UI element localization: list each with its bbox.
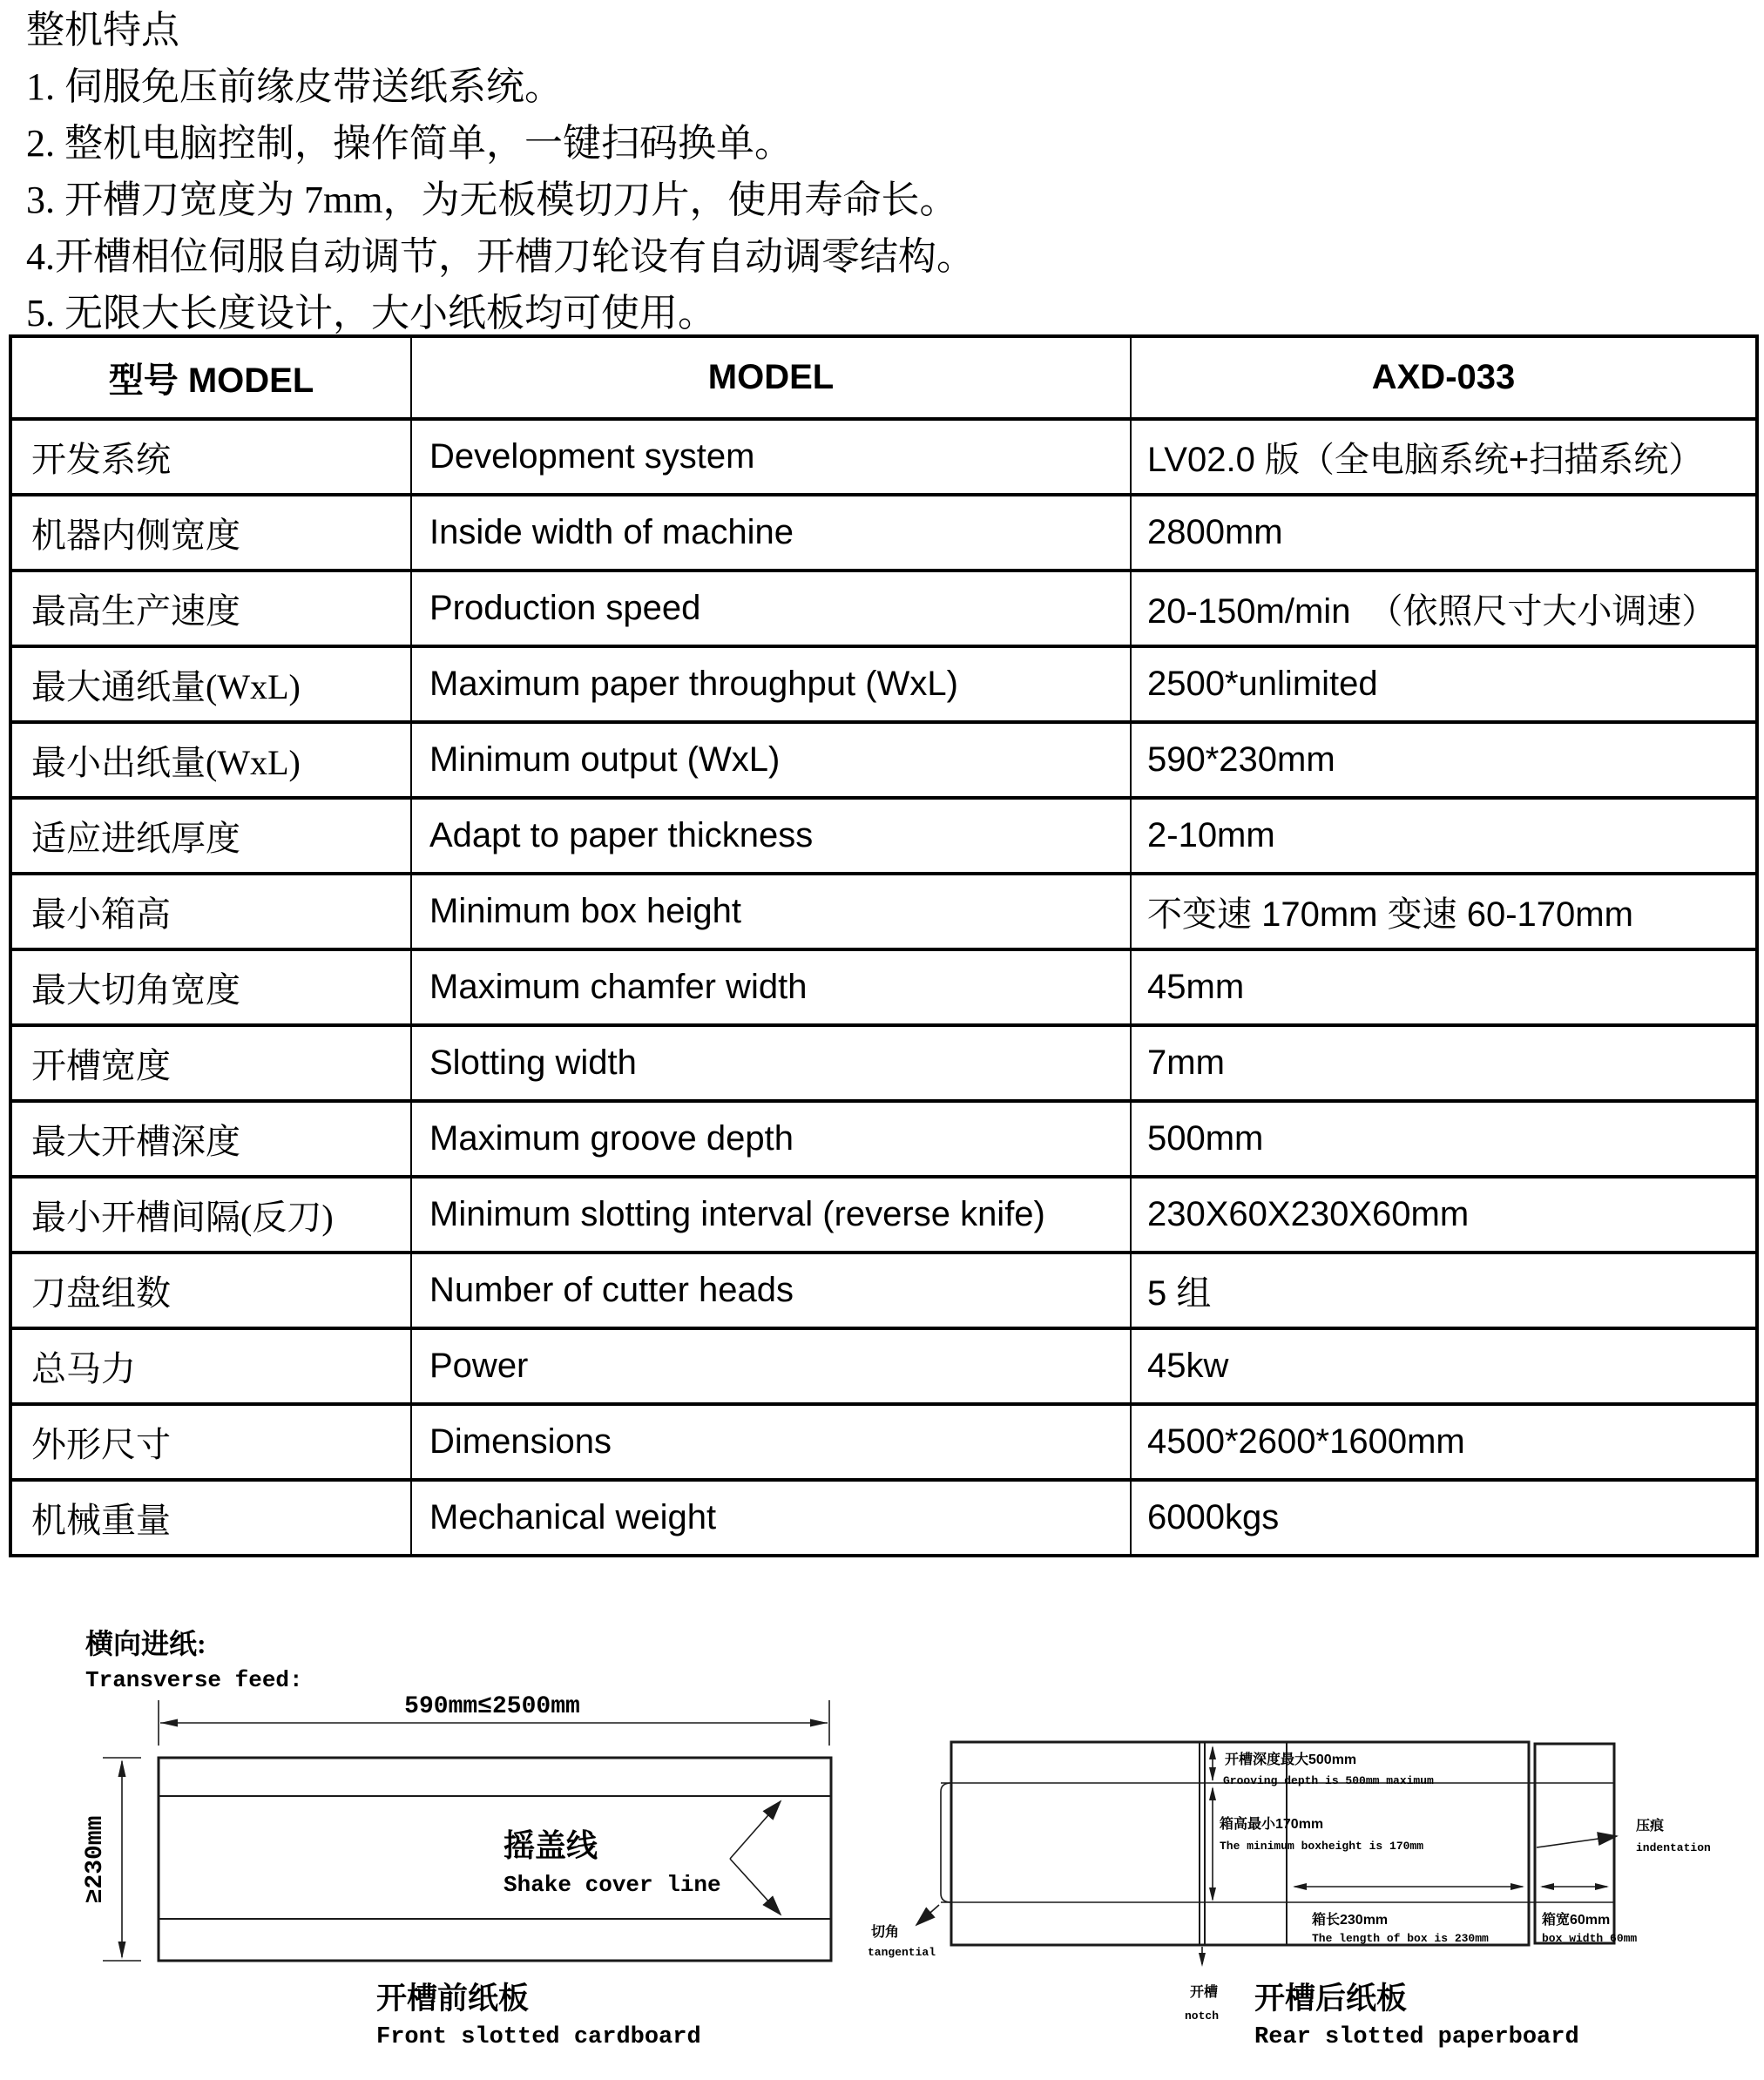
- spec-value: 2800mm: [1131, 495, 1757, 571]
- cardboard-diagrams: [0, 1603, 1764, 2080]
- rear-caption-cn: 开槽后纸板: [1254, 1982, 1408, 2016]
- spec-label-en: Number of cutter heads: [411, 1253, 1131, 1328]
- spec-label-cn: 最小开槽间隔(反刀): [10, 1177, 411, 1253]
- feature-item: 2. 整机电脑控制，操作简单，一键扫码换单。: [26, 122, 793, 165]
- spec-label-en: Mechanical weight: [411, 1480, 1131, 1556]
- features-title: 整机特点: [26, 9, 179, 51]
- spec-value: 45kw: [1131, 1328, 1757, 1404]
- spec-label-en: Maximum chamfer width: [411, 949, 1131, 1025]
- feature-item: 1. 伺服免压前缘皮带送纸系统。: [26, 65, 563, 108]
- spec-label-en: Maximum paper throughput (WxL): [411, 646, 1131, 722]
- front-height-dim-label: ≥230mm: [82, 1815, 109, 1904]
- shake-cover-line-label-cn: 摇盖线: [504, 1828, 598, 1863]
- tangential-leader: [916, 1905, 939, 1925]
- spec-table: [9, 334, 1759, 1557]
- spec-label-en: Adapt to paper thickness: [411, 798, 1131, 874]
- front-board-diagram: [82, 1628, 831, 2050]
- spec-row: [10, 571, 1757, 646]
- spec-row: [10, 1101, 1757, 1177]
- spec-value: 不变速 170mm 变速 60-170mm: [1131, 874, 1757, 949]
- spec-label-en: Maximum groove depth: [411, 1101, 1131, 1177]
- spec-label-en: Production speed: [411, 571, 1131, 646]
- rear-caption-en: Rear slotted paperboard: [1254, 2024, 1579, 2050]
- notch-label-cn: 开槽: [1190, 1985, 1219, 2000]
- spec-label-en: Slotting width: [411, 1025, 1131, 1101]
- spec-label-en: Inside width of machine: [411, 495, 1131, 571]
- spec-label-cn: 最小箱高: [10, 874, 411, 949]
- groove-depth-label-en: Grooving depth is 500mm maximum: [1223, 1774, 1434, 1787]
- shake-cover-line-label-en: Shake cover line: [504, 1872, 721, 1898]
- spec-row: [10, 419, 1757, 495]
- front-width-dim-label: 590mm≤2500mm: [404, 1693, 580, 1720]
- spec-label-en: Development system: [411, 419, 1131, 495]
- spec-label-cn: 开槽宽度: [10, 1025, 411, 1101]
- spec-row: [10, 1025, 1757, 1101]
- header-model-number: AXD-033: [1131, 336, 1757, 419]
- spec-label-cn: 总马力: [10, 1328, 411, 1404]
- spec-row: [10, 1328, 1757, 1404]
- tangential-label-cn: 切角: [871, 1925, 900, 1940]
- indentation-label-cn: 压痕: [1636, 1819, 1665, 1834]
- spec-value: 6000kgs: [1131, 1480, 1757, 1556]
- feature-item: 4.开槽相位伺服自动调节，开槽刀轮设有自动调零结构。: [26, 235, 975, 278]
- groove-depth-label-cn: 开槽深度最大500mm: [1225, 1752, 1357, 1767]
- tangential-label-en: tangential: [868, 1946, 936, 1959]
- indentation-leader: [1537, 1836, 1617, 1847]
- box-height-label-en: The minimum boxheight is 170mm: [1220, 1840, 1424, 1853]
- front-caption-en: Front slotted cardboard: [376, 2024, 701, 2050]
- feature-item: 5. 无限大长度设计，大小纸板均可使用。: [26, 292, 716, 334]
- spec-label-cn: 刀盘组数: [10, 1253, 411, 1328]
- spec-row: [10, 798, 1757, 874]
- rear-tangential-corner: [941, 1783, 951, 1902]
- box-length-label-cn: 箱长230mm: [1312, 1913, 1389, 1928]
- indentation-label-en: indentation: [1636, 1841, 1711, 1854]
- machine-features-list: [26, 2, 975, 341]
- spec-header-row: [10, 336, 1757, 419]
- spec-label-cn: 机器内侧宽度: [10, 495, 411, 571]
- spec-row: [10, 722, 1757, 798]
- box-width-label-cn: 箱宽60mm: [1542, 1913, 1611, 1928]
- header-model-cn: 型号 MODEL: [10, 336, 411, 419]
- rear-board-diagram: [868, 1742, 1711, 2050]
- shake-cover-leader-bottom: [730, 1859, 781, 1915]
- spec-label-en: Minimum slotting interval (reverse knife): [411, 1177, 1131, 1253]
- spec-label-en: Dimensions: [411, 1404, 1131, 1480]
- spec-row: [10, 646, 1757, 722]
- spec-row: [10, 1404, 1757, 1480]
- spec-label-cn: 适应进纸厚度: [10, 798, 411, 874]
- notch-label-en: notch: [1185, 2009, 1220, 2023]
- spec-row: [10, 495, 1757, 571]
- spec-row: [10, 1177, 1757, 1253]
- spec-table-container: [9, 334, 1759, 1557]
- spec-label-cn: 最大切角宽度: [10, 949, 411, 1025]
- spec-label-en: Power: [411, 1328, 1131, 1404]
- spec-value: 2-10mm: [1131, 798, 1757, 874]
- box-width-label-en: box width 60mm: [1542, 1932, 1638, 1945]
- front-caption-cn: 开槽前纸板: [376, 1982, 530, 2016]
- spec-value: LV02.0 版（全电脑系统+扫描系统）: [1131, 419, 1757, 495]
- spec-row: [10, 949, 1757, 1025]
- spec-label-cn: 开发系统: [10, 419, 411, 495]
- spec-value: 2500*unlimited: [1131, 646, 1757, 722]
- front-feed-label-cn: 横向进纸:: [85, 1628, 206, 1659]
- shake-cover-leader-top: [730, 1801, 781, 1859]
- spec-value: 7mm: [1131, 1025, 1757, 1101]
- spec-label-en: Minimum box height: [411, 874, 1131, 949]
- notch-leader-arrow: [1199, 1953, 1206, 1967]
- spec-label-cn: 机械重量: [10, 1480, 411, 1556]
- box-height-label-cn: 箱高最小170mm: [1220, 1817, 1324, 1832]
- spec-label-cn: 最大开槽深度: [10, 1101, 411, 1177]
- spec-value: 590*230mm: [1131, 722, 1757, 798]
- spec-label-cn: 最大通纸量(WxL): [10, 646, 411, 722]
- front-feed-label-en: Transverse feed:: [85, 1667, 303, 1693]
- spec-row: [10, 874, 1757, 949]
- spec-label-en: Minimum output (WxL): [411, 722, 1131, 798]
- spec-value: 500mm: [1131, 1101, 1757, 1177]
- spec-row: [10, 1480, 1757, 1556]
- spec-label-cn: 最小出纸量(WxL): [10, 722, 411, 798]
- spec-value: 230X60X230X60mm: [1131, 1177, 1757, 1253]
- box-length-label-en: The length of box is 230mm: [1312, 1932, 1489, 1945]
- spec-label-cn: 外形尺寸: [10, 1404, 411, 1480]
- header-model-en: MODEL: [411, 336, 1131, 419]
- spec-value: 4500*2600*1600mm: [1131, 1404, 1757, 1480]
- feature-item: 3. 开槽刀宽度为 7mm，为无板模切刀片，使用寿命长。: [26, 179, 958, 221]
- spec-value: 45mm: [1131, 949, 1757, 1025]
- spec-value: 20-150m/min （依照尺寸大小调速）: [1131, 571, 1757, 646]
- spec-label-cn: 最高生产速度: [10, 571, 411, 646]
- spec-row: [10, 1253, 1757, 1328]
- spec-value: 5 组: [1131, 1253, 1757, 1328]
